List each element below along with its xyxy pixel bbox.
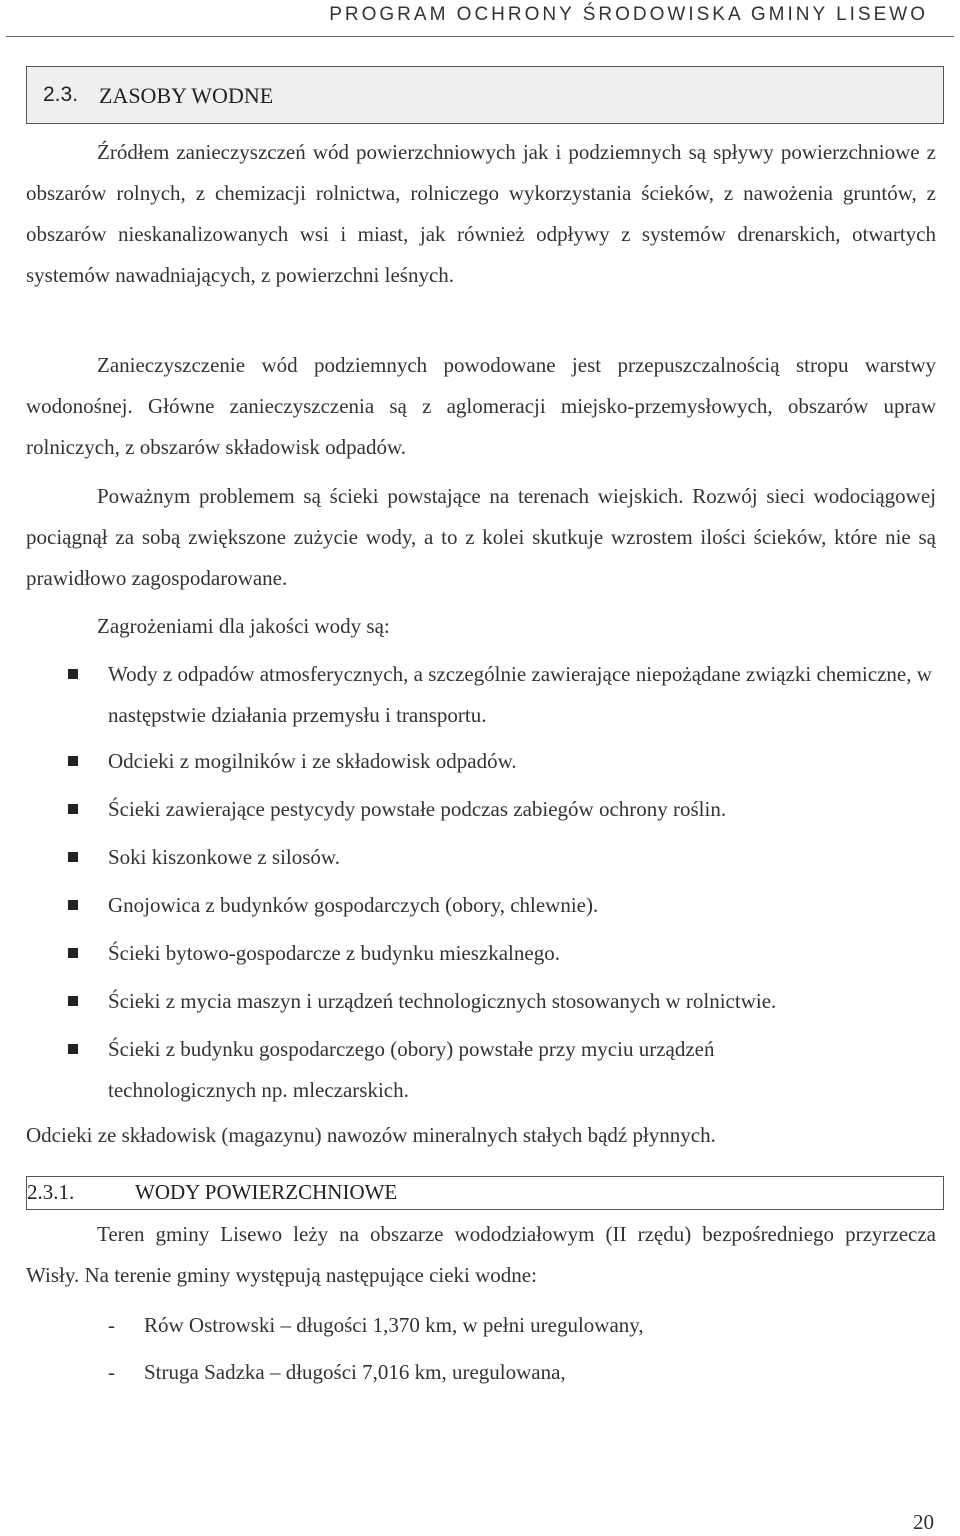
list-item — [26, 981, 936, 1022]
square-bullet-icon — [68, 996, 78, 1006]
paragraph-closing: Odcieki ze składowisk (magazynu) nawozów mineralnych stałych bądź płynnych. — [26, 1123, 716, 1147]
section-number: 2.3. — [43, 83, 79, 106]
square-bullet-icon — [68, 756, 78, 766]
header-title: PROGRAM OCHRONY ŚRODOWISKA GMINY LISEWO — [329, 4, 928, 25]
page-header — [0, 0, 960, 38]
list-item-text: Ścieki z budynku gospodarczego (obory) powstałe przy myciu urządzeń technologicznych np. mleczarskich. — [108, 1037, 715, 1102]
list-item-text: Wody z odpadów atmosferycznych, a szczególnie zawierające niepożądane związki chemiczne, w następstwie działania przemysłu i transportu. — [108, 662, 932, 727]
list-item — [26, 885, 936, 926]
list-item — [26, 933, 936, 974]
subsection-title: WODY POWIERZCHNIOWE — [135, 1180, 398, 1204]
list-item-text: Odcieki z mogilników i ze składowisk odpadów. — [108, 749, 517, 773]
subsection-number: 2.3.1. — [27, 1180, 75, 1204]
section-heading — [26, 66, 944, 124]
square-bullet-icon — [68, 852, 78, 862]
threats-list — [26, 654, 936, 1111]
square-bullet-icon — [68, 900, 78, 910]
list-item — [26, 1302, 936, 1349]
square-bullet-icon — [68, 948, 78, 958]
paragraph-groundwater: Zanieczyszczenie wód podziemnych powodowane jest przepuszczalnością stropu warstwy wodonośnej. Główne zanieczyszczenia są z aglomeracji miejsko-przemysłowych, obszarów upraw rolniczych, z obszarów składowisk odpadów. — [26, 353, 936, 459]
list-item-text: Soki kiszonkowe z silosów. — [108, 845, 340, 869]
dash-bullet-icon: - — [108, 1360, 115, 1384]
subsection-heading — [26, 1176, 944, 1210]
header-rule — [6, 36, 954, 37]
list-item — [26, 837, 936, 878]
square-bullet-icon — [68, 1044, 78, 1054]
list-item — [26, 1029, 936, 1111]
list-item-text: Gnojowica z budynków gospodarczych (obory, chlewnie). — [108, 893, 599, 917]
list-item — [26, 789, 936, 830]
paragraph-threats-intro: Zagrożeniami dla jakości wody są: — [97, 614, 390, 638]
list-item — [26, 654, 936, 736]
list-item-text: Ścieki bytowo-gospodarcze z budynku mieszkalnego. — [108, 941, 560, 965]
watercourses-list — [26, 1302, 936, 1396]
page-number: 20 — [913, 1510, 934, 1534]
dash-bullet-icon: - — [108, 1313, 115, 1337]
square-bullet-icon — [68, 669, 78, 679]
list-item-text: Rów Ostrowski – długości 1,370 km, w pełni uregulowany, — [144, 1313, 644, 1337]
paragraph-sewage: Poważnym problemem są ścieki powstające na terenach wiejskich. Rozwój sieci wodociągowej pociągnął za sobą zwiększone zużycie wody, a to z kolei skutkuje wzrostem ilości ścieków, które nie są prawidłowo zagospodarowane. — [26, 484, 936, 590]
paragraph-pollution-sources: Źródłem zanieczyszczeń wód powierzchniowych jak i podziemnych są spływy powierzchniowe z obszarów rolnych, z chemizacji rolnictwa, rolniczego wykorzystania ścieków, z nawożenia gruntów, z obszarów nieskanalizowanych wsi i miast, jak również odpływy z systemów drenarskich, otwartych systemów nawadniających, z powierzchni leśnych. — [26, 140, 936, 287]
list-item — [26, 741, 936, 782]
list-item-text: Ścieki zawierające pestycydy powstałe podczas zabiegów ochrony roślin. — [108, 797, 727, 821]
section-title: ZASOBY WODNE — [99, 83, 274, 108]
square-bullet-icon — [68, 804, 78, 814]
list-item-text: Ścieki z mycia maszyn i urządzeń technologicznych stosowanych w rolnictwie. — [108, 989, 777, 1013]
list-item — [26, 1349, 936, 1396]
paragraph-surface-waters: Teren gminy Lisewo leży na obszarze wododziałowym (II rzędu) bezpośredniego przyrzecza Wisły. Na terenie gminy występują następujące cieki wodne: — [26, 1222, 936, 1287]
list-item-text: Struga Sadzka – długości 7,016 km, uregulowana, — [144, 1360, 566, 1384]
